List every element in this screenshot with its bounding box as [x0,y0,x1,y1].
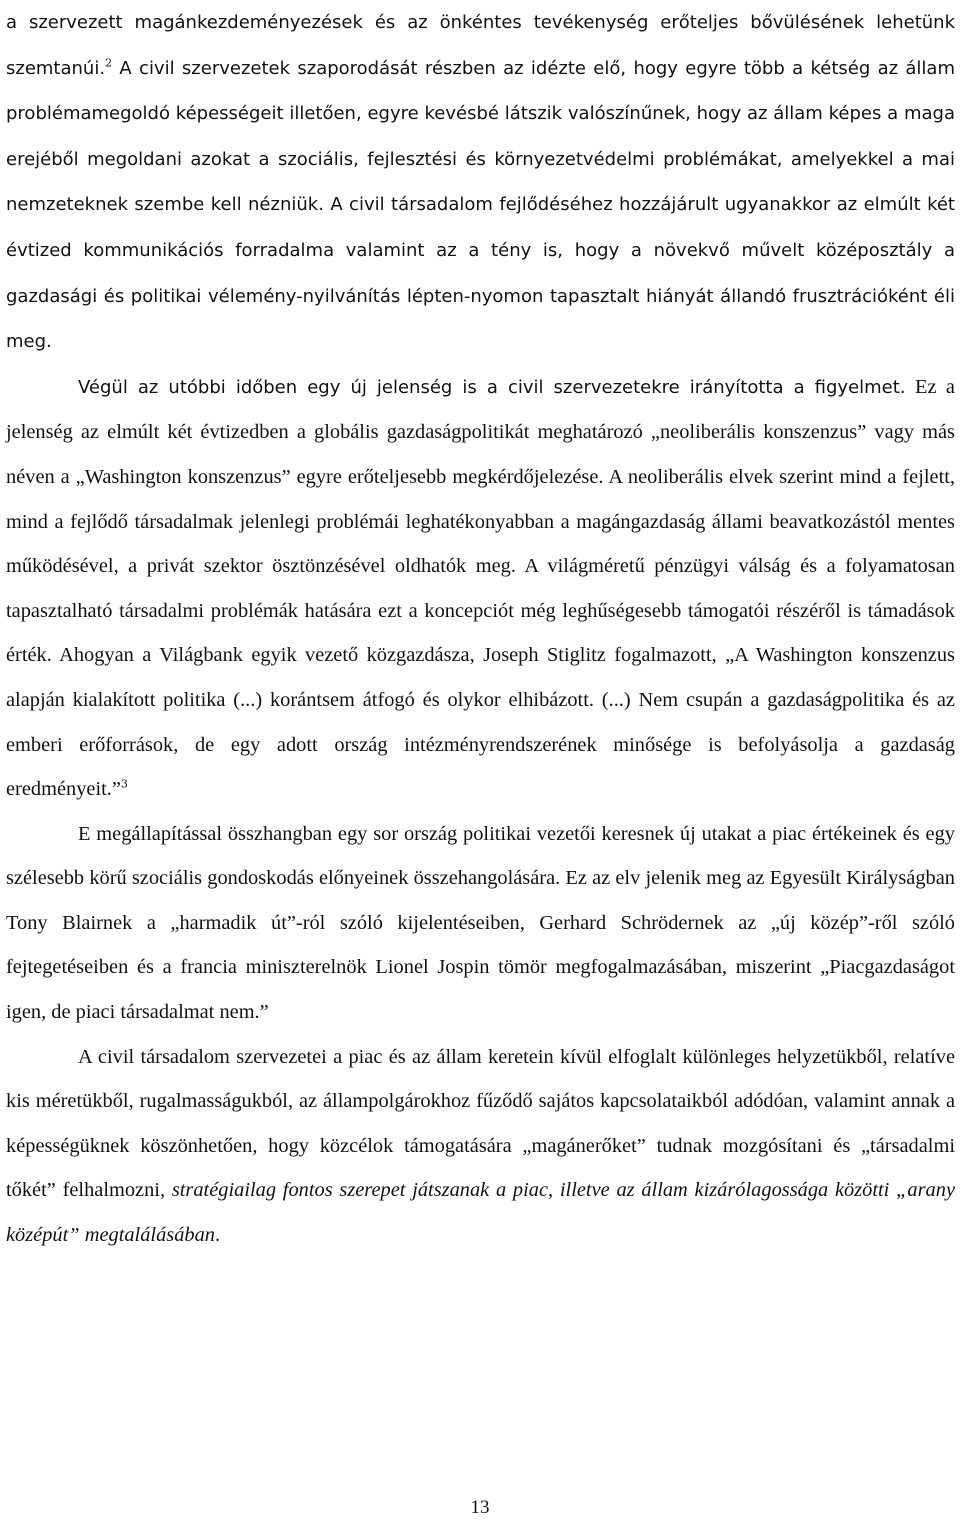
paragraph-4 [6,1035,955,1258]
paragraph-1-text-b: A civil szervezetek szaporodását részben az idézte elő, hogy egyre több a kétség az állam problémamegoldó képességeit illetően, egyre kevésbé látszik valószínűnek, hogy az állam képes a maga erejéből megoldani azokat a szociális, fejlesztési és környezetvédelmi problémákat, amelyekkel a mai nemzeteknek szembe kell nézniük. A civil társadalom fejlődéséhez hozzájárult ugyanakkor az elmúlt két évtized kommunikációs forradalma valamint az a tény is, hogy a növekvő művelt középosztály a gazdasági és politikai vélemény-nyilvánítás lépten-nyomon tapasztalt hiányát állandó frusztrációként éli meg. [6,57,955,353]
paragraph-2-text-b: Ez a jelenség az elmúlt két évtizedben a globális gazdaságpolitikát meghatározó „neoliberális konszenzus” vagy más néven a „Washington konszenzus” egyre erőteljesebb megkérdőjelezése. A neoliberális elvek szerint mind a fejlett, mind a fejlődő társadalmak jelenlegi problémái leghatékonyabban a magángazdaság állami beavatkozástól mentes működésével, a privát szektor ösztönzésével oldhatók meg. A világméretű pénzügyi válság és a folyamatosan tapasztalható társadalmi problémák hatására ezt a koncepciót még leghűségesebb támogatói részéről is támadások érték. Ahogyan a Világbank egyik vezető közgazdásza, Joseph Stiglitz fogalmazott, „A Washington konszenzus alapján kialakított politika (...) korántsem átfogó és olykor elhibázott. (...) Nem csupán a gazdaságpolitika és az emberi erőforrások, de egy adott ország intézményrendszerének minősége is befolyásolja a gazdaság eredményeit.” [6,375,955,801]
footnote-ref-3[interactable]: 3 [120,777,128,791]
paragraph-1-text-a: a szervezett magánkezdeményezések és az önkéntes tevékenység erőteljes bővülésének lehetünk szemtanúi. [6,12,955,79]
footnote-ref-2[interactable]: 2 [105,56,113,70]
page-number: 13 [470,1497,490,1518]
paragraph-3-text: E megállapítással összhangban egy sor ország politikai vezetői keresnek új utakat a piac értékeinek és egy szélesebb körű szociális gondoskodás előnyeinek összehangolására. Ez az elv jelenik meg az Egyesült Királyságban Tony Blairnek a „harmadik út”-ról szóló kijelentéseiben, Gerhard Schrödernek az „új közép”-ről szóló fejtegetéseiben és a francia miniszterelnök Lionel Jospin tömör megfogalmazásában, miszerint „Piacgazdaságot igen, de piaci társadalmat nem.” [6,822,955,1024]
paragraph-1 [6,0,955,365]
paragraph-4-text-end: . [215,1224,221,1247]
paragraph-4-emphasis: stratégiailag fontos szerepet játszanak a piac, illetve az állam kizárólagossága közötti „arany középút” megtalálásában [6,1179,956,1247]
paragraph-2 [6,365,955,812]
body-text [6,0,955,1258]
paragraph-4-text-a: A civil társadalom szervezetei a piac és az állam keretein kívül elfoglalt különleges helyzetükből, relatíve kis méretükből, rugalmasságukból, az állampolgárokhoz fűződő sajátos kapcsolataikból adódóan, valamint annak a képességüknek köszönhetően, hogy közcélok támogatására „magánerőket” tudnak mozgósítani és „társadalmi tőkét” felhalmozni, [6,1045,955,1202]
paragraph-3 [6,812,955,1035]
paragraph-2-text-a: Végül az utóbbi időben egy új jelenség is a civil szervezetekre irányította a figyelmet. [78,376,906,398]
